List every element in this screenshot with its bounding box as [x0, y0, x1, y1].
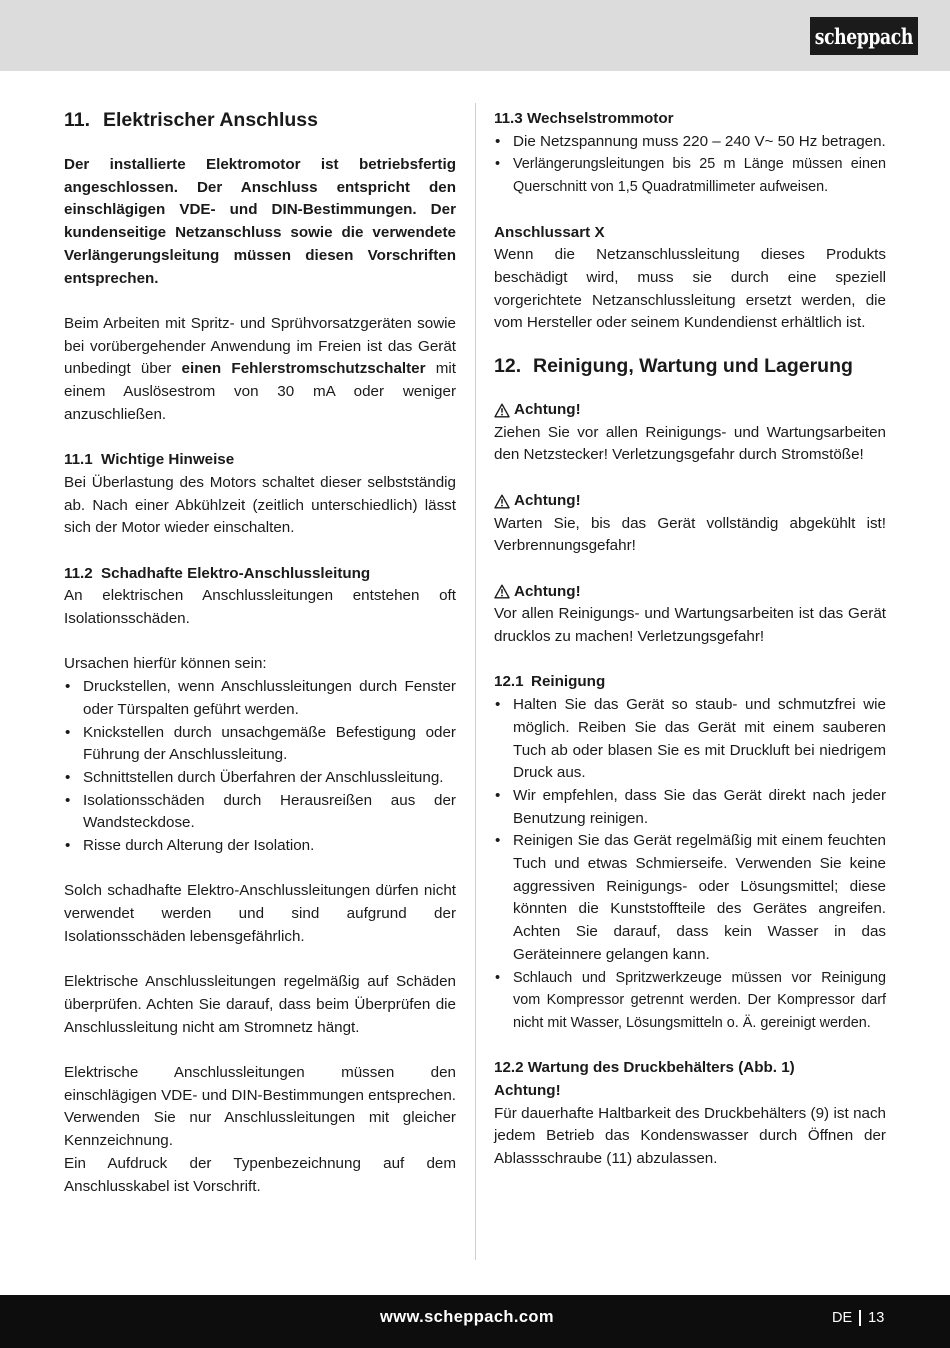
header-band: [0, 0, 950, 71]
warning-text: Ziehen Sie vor allen Reinigungs- und Wartungsarbeiten den Netzstecker! Verletzungsgefahr durch Stromstöße!: [494, 423, 886, 464]
logo-text: scheppach: [814, 23, 914, 49]
connection-type-text: Wenn die Netzanschlussleitung dieses Produkts beschädigt wird, muss sie durch eine speziell vorgerichtete Netzanschlussleitung ersetzt werden, die vom Hersteller oder seinem Kundendienst erhältlich ist.: [494, 246, 886, 332]
section-11-2-heading: [64, 563, 456, 586]
scheppach-logo: [810, 17, 918, 55]
list-item: • Halten Sie das Gerät so staub- und schmutzfrei wie möglich. Reiben Sie das Gerät mit einem sauberen Tuch ab oder blasen Sie es mit Druckluft bei niedrigem Druck aus.: [494, 694, 886, 785]
column-divider: [475, 103, 476, 1260]
section-11-1-heading: [64, 449, 456, 472]
warning-triangle-icon: [494, 403, 510, 418]
warning-block: [494, 399, 886, 467]
page-separator: [859, 1310, 861, 1326]
warning-label: [494, 399, 886, 422]
right-column: [494, 108, 886, 1171]
list-item: • Druckstellen, wenn Anschlussleitungen durch Fenster oder Türspalten geführt werden.: [64, 676, 456, 721]
list-item: • Risse durch Alterung der Isolation.: [64, 835, 456, 858]
intro-paragraph: Der installierte Elektromotor ist betriebsfertig angeschlossen. Der Anschluss entspricht den einschlägigen VDE- und DIN-Bestimmungen. Der kundenseitige Netzanschluss sowie die verwendete Verlängerungsleitung müssen diesen Vorschriften entsprechen.: [64, 156, 456, 287]
section-11-3-heading: 11.3 Wechselstrommotor: [494, 110, 674, 127]
section-11-number: 11.: [64, 109, 91, 131]
warning-label-text: Achtung!: [514, 491, 581, 509]
cleaning-list: [494, 694, 886, 1035]
section-11-title: Elektrischer Anschluss: [103, 109, 318, 131]
regulations-paragraph: Elektrische Anschlussleitungen müssen den einschlägigen VDE- und DIN-Bestimmungen entsprechen. Verwenden Sie nur Anschlussleitungen mit gleicher Kennzeichnung.: [64, 1064, 456, 1150]
section-11-2-text: An elektrischen Anschlussleitungen entstehen oft Isolationsschäden.: [64, 587, 456, 628]
list-item: • Verlängerungsleitungen bis 25 m Länge müssen einen Querschnitt von 1,5 Quadratmillimeter aufweisen.: [494, 153, 886, 198]
warning-label-text: Achtung!: [514, 582, 581, 600]
list-item: • Knickstellen durch unsachgemäße Befestigung oder Führung der Anschlussleitung.: [64, 722, 456, 767]
list-item: • Reinigen Sie das Gerät regelmäßig mit einem feuchten Tuch und etwas Schmierseife. Verwenden Sie keine aggressiven Reinigungs- oder Lösungsmittel; diese könnten die Kunststoffteile des Gerätes angreifen. Achten Sie darauf, dass kein Wasser in das Geräteinnere gelangen kann.: [494, 830, 886, 966]
warning-triangle-icon: [494, 494, 510, 509]
type-print-paragraph: Ein Aufdruck der Typenbezeichnung auf dem Anschlusskabel ist Vorschrift.: [64, 1154, 456, 1195]
check-cable-paragraph: Elektrische Anschlussleitungen regelmäßig auf Schäden überprüfen. Achten Sie darauf, dass beim Überprüfen die Anschlussleitung nicht am Stromnetz hängt.: [64, 973, 456, 1036]
warning-triangle-icon: [494, 584, 510, 599]
warning-label: [494, 490, 886, 513]
section-12-heading: [494, 354, 886, 378]
list-item: • Wir empfehlen, dass Sie das Gerät direkt nach jeder Benutzung reinigen.: [494, 785, 886, 830]
rcd-text-a: Beim Arbeiten mit Spritz- und Sprühvorsatzgeräten sowie bei vorübergehender Anwendung im Freien ist das Gerät unbedingt über: [64, 314, 456, 378]
section-12-2-warning: Achtung!: [494, 1082, 561, 1100]
section-11-2-title: Schadhafte Elektro-Anschlussleitung: [101, 564, 371, 582]
warning-block: [494, 490, 886, 558]
ac-motor-list: [494, 131, 886, 199]
list-item: • Schlauch und Spritzwerkzeuge müssen vor Reinigung vom Kompressor getrennt werden. Der Kompressor darf nicht mit Wasser, Lösungsmitteln o. Ä. gereinigt werden.: [494, 967, 886, 1035]
warning-block: [494, 581, 886, 649]
section-12-number: 12.: [494, 355, 522, 378]
rcd-paragraph: [64, 313, 456, 427]
rcd-text-b: mit einem Auslösestrom von 30 mA oder weniger anzuschließen.: [64, 360, 456, 423]
footer-website-link[interactable]: www.scheppach.com: [380, 1308, 554, 1326]
section-12-1-title: Reinigung: [531, 673, 606, 691]
damaged-cable-paragraph: Solch schadhafte Elektro-Anschlussleitungen dürfen nicht verwendet werden und sind aufgrund der Isolationsschäden lebensgefährlich.: [64, 882, 456, 945]
connection-type-heading: Anschlussart X: [494, 223, 605, 241]
left-column: [64, 108, 456, 1198]
section-12-1-number: 12.1: [494, 673, 524, 691]
causes-intro: Ursachen hierfür können sein:: [64, 655, 267, 673]
section-12-1-heading: [494, 671, 886, 694]
warning-label: [494, 581, 886, 604]
list-item: • Isolationsschäden durch Herausreißen aus der Wandsteckdose.: [64, 790, 456, 835]
page-indicator: [832, 1310, 884, 1326]
section-11-1-title: Wichtige Hinweise: [101, 451, 235, 469]
warning-text: Warten Sie, bis das Gerät vollständig abgekühlt ist! Verbrennungsgefahr!: [494, 514, 886, 555]
section-12-2-text: Für dauerhafte Haltbarkeit des Druckbehälters (9) ist nach jedem Betrieb das Kondenswasser durch Öffnen der Ablassschraube (11) abzulassen.: [494, 1104, 886, 1168]
section-12-title: Reinigung, Wartung und Lagerung: [533, 355, 853, 378]
section-11-2-number: 11.2: [64, 564, 93, 582]
list-item: • Die Netzspannung muss 220 – 240 V~ 50 Hz betragen.: [494, 131, 886, 154]
section-11-1-number: 11.1: [64, 451, 93, 469]
page-number: 13: [868, 1310, 885, 1326]
section-11-heading: [64, 108, 456, 132]
causes-list: [64, 676, 456, 858]
warning-text: Vor allen Reinigungs- und Wartungsarbeiten ist das Gerät drucklos zu machen! Verletzungsgefahr!: [494, 605, 886, 646]
rcd-text-bold: einen Fehlerstromschutzschalter: [181, 360, 426, 378]
section-12-2-heading: 12.2 Wartung des Druckbehälters (Abb. 1): [494, 1059, 795, 1077]
section-11-1-text: Bei Überlastung des Motors schaltet dieser selbstständig ab. Nach einer Abkühlzeit (zeitlich unterschiedlich) lässt sich der Motor wieder einschalten.: [64, 473, 456, 537]
language-code: DE: [832, 1310, 853, 1326]
warning-label-text: Achtung!: [514, 401, 581, 419]
list-item: • Schnittstellen durch Überfahren der Anschlussleitung.: [64, 767, 456, 790]
